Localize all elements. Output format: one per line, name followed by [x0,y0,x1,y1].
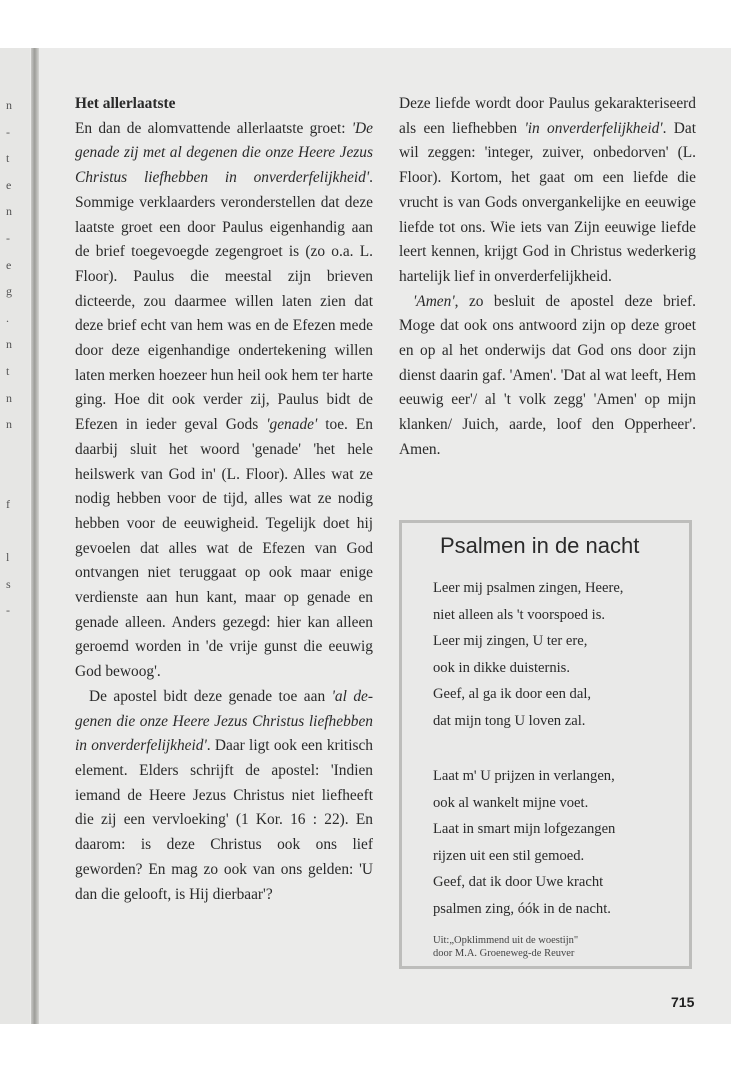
poem-source [433,934,578,960]
previous-page-letter: t [6,151,10,166]
italic-quote: 'al degenen die onze Heere Jezus Christus liefhebben in onverderfelijkheid' [75,687,373,755]
paragraph [75,117,373,685]
previous-page-letter [6,518,20,545]
previous-page-letter: f [6,496,10,511]
section-heading: Het allerlaatste [75,95,176,112]
page-number: 715 [671,994,695,1010]
previous-page-letter: - [6,124,10,139]
text-run: En dan de alomvattende allerlaatste groet: [75,119,352,137]
poem-box [399,520,692,969]
italic-quote: 'Amen' [413,292,455,310]
previous-page-letters [6,92,20,810]
previous-page-letter: n [6,390,12,405]
text-run: . Dat wil zeggen: 'integer, zuiver, onbedorven' (L. Floor). Kortom, het gaat om een liefde die vrucht is van Gods onvergankelijke en eeuwige liefde tot ons. Wie iets van Zijn eeuwige liefde leert kennen, krijgt God in Christus wederkerig hartelijk lief in onverderfelijkheid. [399,119,697,285]
text-run: De apostel bidt deze genade toe aan [89,687,332,705]
poem-line: Geef, al ga ik door een dal, [433,686,592,703]
previous-page-letter: e [6,257,12,272]
previous-page-letter: t [6,363,10,378]
right-column [399,92,696,463]
previous-page-letter: . [6,310,9,325]
source-line: Uit:„Opklimmend uit de woestijn" [433,935,579,946]
text-run: Deze liefde wordt door Paulus gekarakteriseerd als een liefhebben [399,95,696,137]
poem-line: Leer mij zingen, U ter ere, [433,633,588,650]
poem-line: Laat m' U prijzen in verlangen, [433,768,615,784]
italic-quote: 'De genade zij met al degenen die onze Heere Jezus Christus liefhebben in onverderfelijkheid' [75,119,373,187]
text-run: . Sommige verklaarders veronderstellen dat deze laatste groet een door Paulus eigenhandig aan de brief toegevoegde zegengroet is (zo o.a. L. Floor). Paulus die meestal zijn brieven dicteerde, zou daarmee willen laten zien dat deze brief echt van hem was en de Efezen mede door deze eigenhandige ondertekening willen laten merken hoezeer hun heil ook hem ter harte ging. Hoe dit ook verder zij, Paulus bidt de Efezen in ieder geval Gods [75,169,373,434]
previous-page-letter: g [6,284,12,299]
poem-stanza [433,763,615,923]
source-line: door M.A. Groeneweg-de Reuver [433,948,575,959]
poem-line: ook al wankelt mijne voet. [433,794,589,811]
previous-page-letter: s [6,576,11,591]
poem-title: Psalmen in de nacht [440,533,640,558]
previous-page-letter: n [6,417,12,432]
previous-page-letter: l [6,550,10,565]
italic-quote: 'genade' [266,416,318,434]
italic-quote: 'in onverderfelijkheid' [524,119,663,137]
previous-page-letter [6,464,20,491]
previous-page-letter [6,730,20,757]
poem-line: ook in dikke duisternis. [433,659,571,676]
previous-page-letter: e [6,177,12,192]
poem-stanza [433,575,623,735]
paragraph [399,290,696,463]
previous-page-letter: n [6,337,12,352]
text-run: . Daar ligt ook een kritisch element. Elders schrijft de apostel: 'Indien iemand de Heere Jezus Christus niet liefheeft die zij een vervloeking' (1 Kor. 16 : 22). En daarom: is deze Christus ook ons lief geworden? En mag zo ook van ons gelden: 'U dan die gelooft, is Hij dierbaar'? [75,737,373,903]
poem-line: psalmen zing, óók in de nacht. [433,900,611,917]
paragraph [75,685,373,907]
previous-page-letter: - [6,230,10,245]
previous-page-letter: n [6,204,12,219]
previous-page-letter [6,438,20,465]
previous-page-letter [6,704,20,731]
previous-page-letter [6,757,20,784]
text-run: , zo besluit de apostel deze brief. Moge dat ook ons antwoord zijn op deze groet en op al het onderwijs dat God ons door zijn dienst daarin gaf. 'Amen'. 'Dat al wat leeft, Hem eeuwig eer'/ al 't volk zegg' 'Amen' op mijn klanken/ Juich, aarde, loof den Opperheer'. Amen. [399,292,696,458]
previous-page-letter [6,650,20,677]
text-run: toe. En daarbij sluit het woord 'genade' 'het hele heilswerk van God in' (L. Floor). Alles wat ze nodig hebben voor de tijd, alles wat ze nodig hebben voor de eeuwigheid. Tegelijk doet hij gevoelen dat alles wat de Efezen van God ontvangen niet teruggaat op ook maar enige verdienste aan hun kant, maar op genade en genade alleen. Anders gezegd: hier kan alleen geroemd worden in 'de vrije gunst die eeuwig God bewoog'. [75,416,373,681]
poem-line: rijzen uit een stil gemoed. [433,847,585,864]
previous-page-letter: - [6,603,10,618]
poem-line: Geef, dat ik door Uwe kracht [433,874,604,891]
poem-line: dat mijn tong U loven zal. [433,712,586,729]
previous-page-letter [6,624,20,651]
book-gutter [31,48,39,1024]
paragraph [399,92,696,290]
left-column [75,92,373,907]
poem-line: Laat in smart mijn lofgezangen [433,821,616,838]
poem-line: niet alleen als 't voorspoed is. [433,606,606,623]
previous-page-letter: n [6,98,12,112]
previous-page-letter [6,677,20,704]
poem-line: Leer mij psalmen zingen, Heere, [433,580,624,596]
previous-page-letter [6,783,20,810]
